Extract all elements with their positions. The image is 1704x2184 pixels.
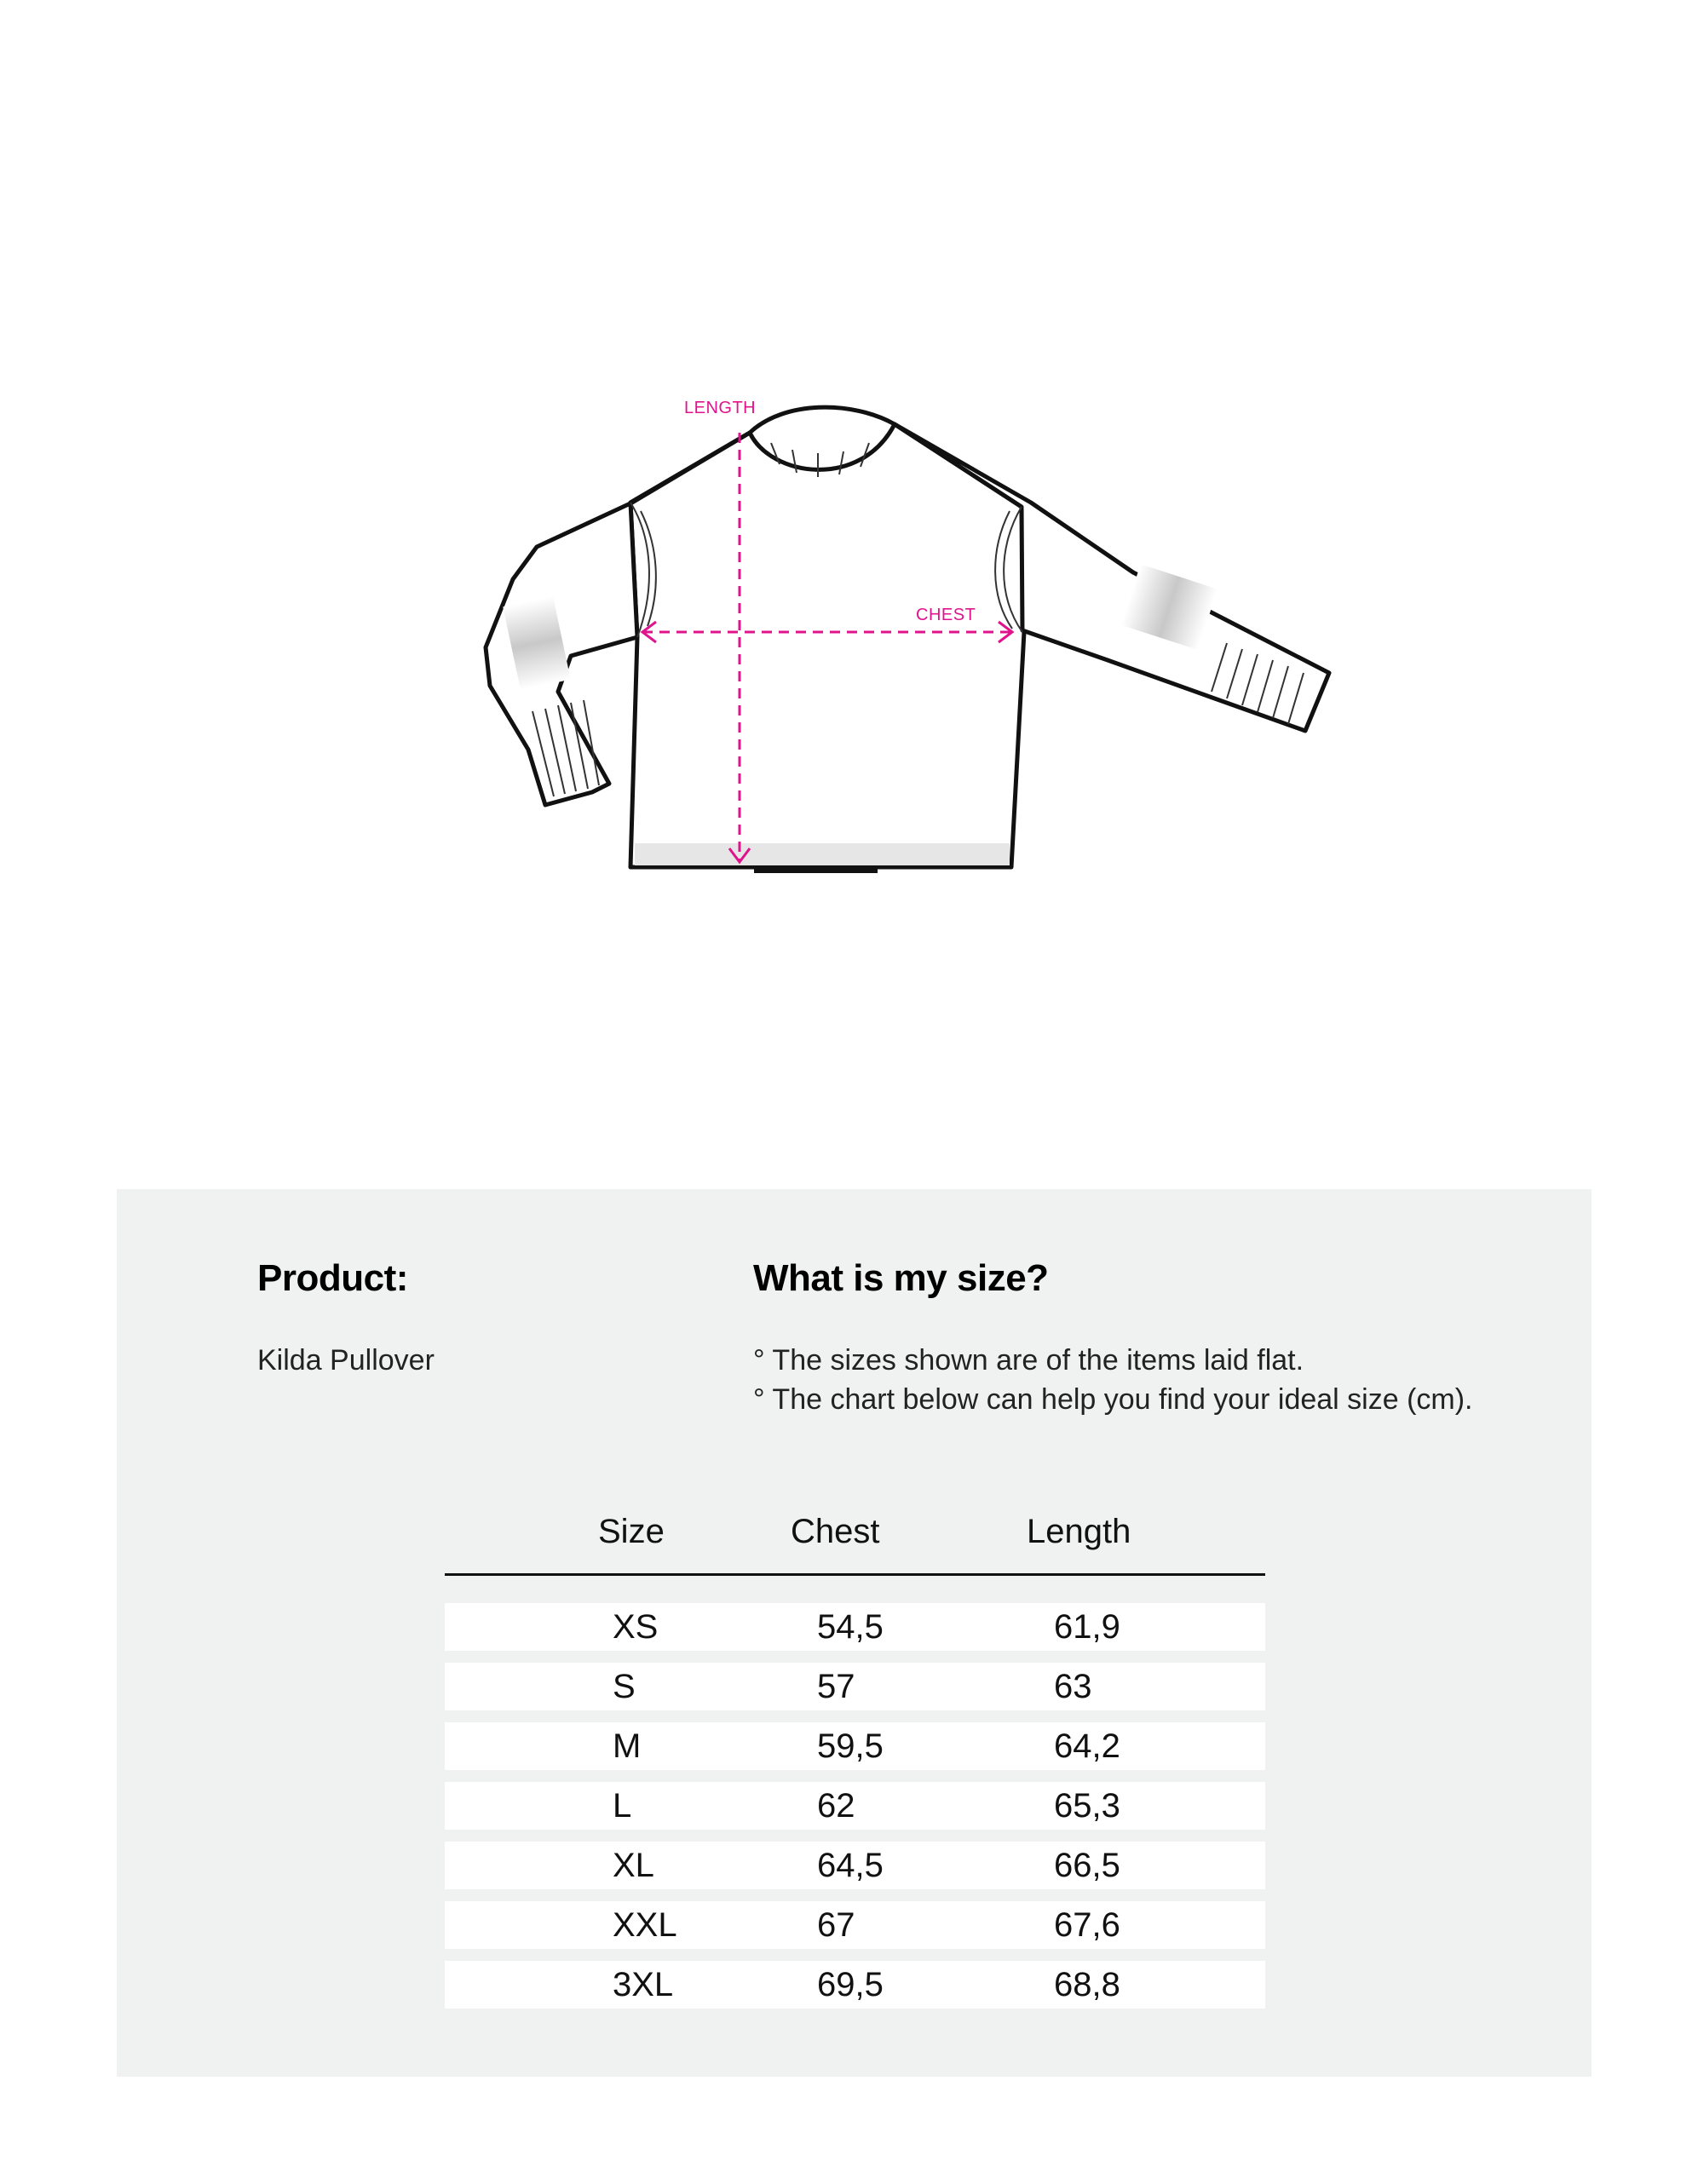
cell-length: 64,2 xyxy=(1054,1727,1120,1765)
size-info-panel xyxy=(117,1189,1592,2077)
cell-size: S xyxy=(613,1668,636,1705)
cell-size: 3XL xyxy=(613,1966,674,2003)
cell-chest: 62 xyxy=(817,1787,855,1825)
table-row xyxy=(445,1663,1265,1710)
header-divider xyxy=(445,1573,1265,1576)
table-row xyxy=(445,1842,1265,1889)
table-row xyxy=(445,1603,1265,1651)
size-heading: What is my size? xyxy=(753,1257,1049,1299)
cell-size: L xyxy=(613,1787,632,1825)
cell-chest: 64,5 xyxy=(817,1847,884,1884)
column-header-chest: Chest xyxy=(791,1513,880,1550)
cell-length: 65,3 xyxy=(1054,1787,1120,1825)
table-row xyxy=(445,1722,1265,1770)
cell-chest: 57 xyxy=(817,1668,855,1705)
cell-length: 63 xyxy=(1054,1668,1092,1705)
column-header-size: Size xyxy=(598,1513,665,1550)
cell-size: XL xyxy=(613,1847,654,1884)
column-header-length: Length xyxy=(1027,1513,1131,1550)
table-row xyxy=(445,1782,1265,1830)
table-row xyxy=(445,1961,1265,2009)
cell-chest: 69,5 xyxy=(817,1966,884,2003)
table-row xyxy=(445,1901,1265,1949)
hem-band xyxy=(635,843,1010,865)
cell-length: 61,9 xyxy=(1054,1608,1120,1646)
cell-length: 67,6 xyxy=(1054,1906,1120,1944)
cell-length: 66,5 xyxy=(1054,1847,1120,1884)
cell-size: XS xyxy=(613,1608,659,1646)
sweater-measurement-diagram xyxy=(0,0,1704,1022)
product-name: Kilda Pullover xyxy=(257,1344,435,1376)
length-label: LENGTH xyxy=(684,399,757,417)
cell-chest: 67 xyxy=(817,1906,855,1944)
size-note-1: ° The sizes shown are of the items laid flat. xyxy=(753,1344,1304,1376)
size-note-2: ° The chart below can help you find your ideal size (cm). xyxy=(753,1383,1473,1416)
cell-chest: 54,5 xyxy=(817,1608,884,1646)
cell-length: 68,8 xyxy=(1054,1966,1120,2003)
cell-size: M xyxy=(613,1727,642,1765)
chest-label: CHEST xyxy=(916,606,976,624)
cell-size: XXL xyxy=(613,1906,677,1944)
product-heading: Product: xyxy=(257,1257,408,1299)
sweater-outline xyxy=(486,407,1329,867)
cell-chest: 59,5 xyxy=(817,1727,884,1765)
